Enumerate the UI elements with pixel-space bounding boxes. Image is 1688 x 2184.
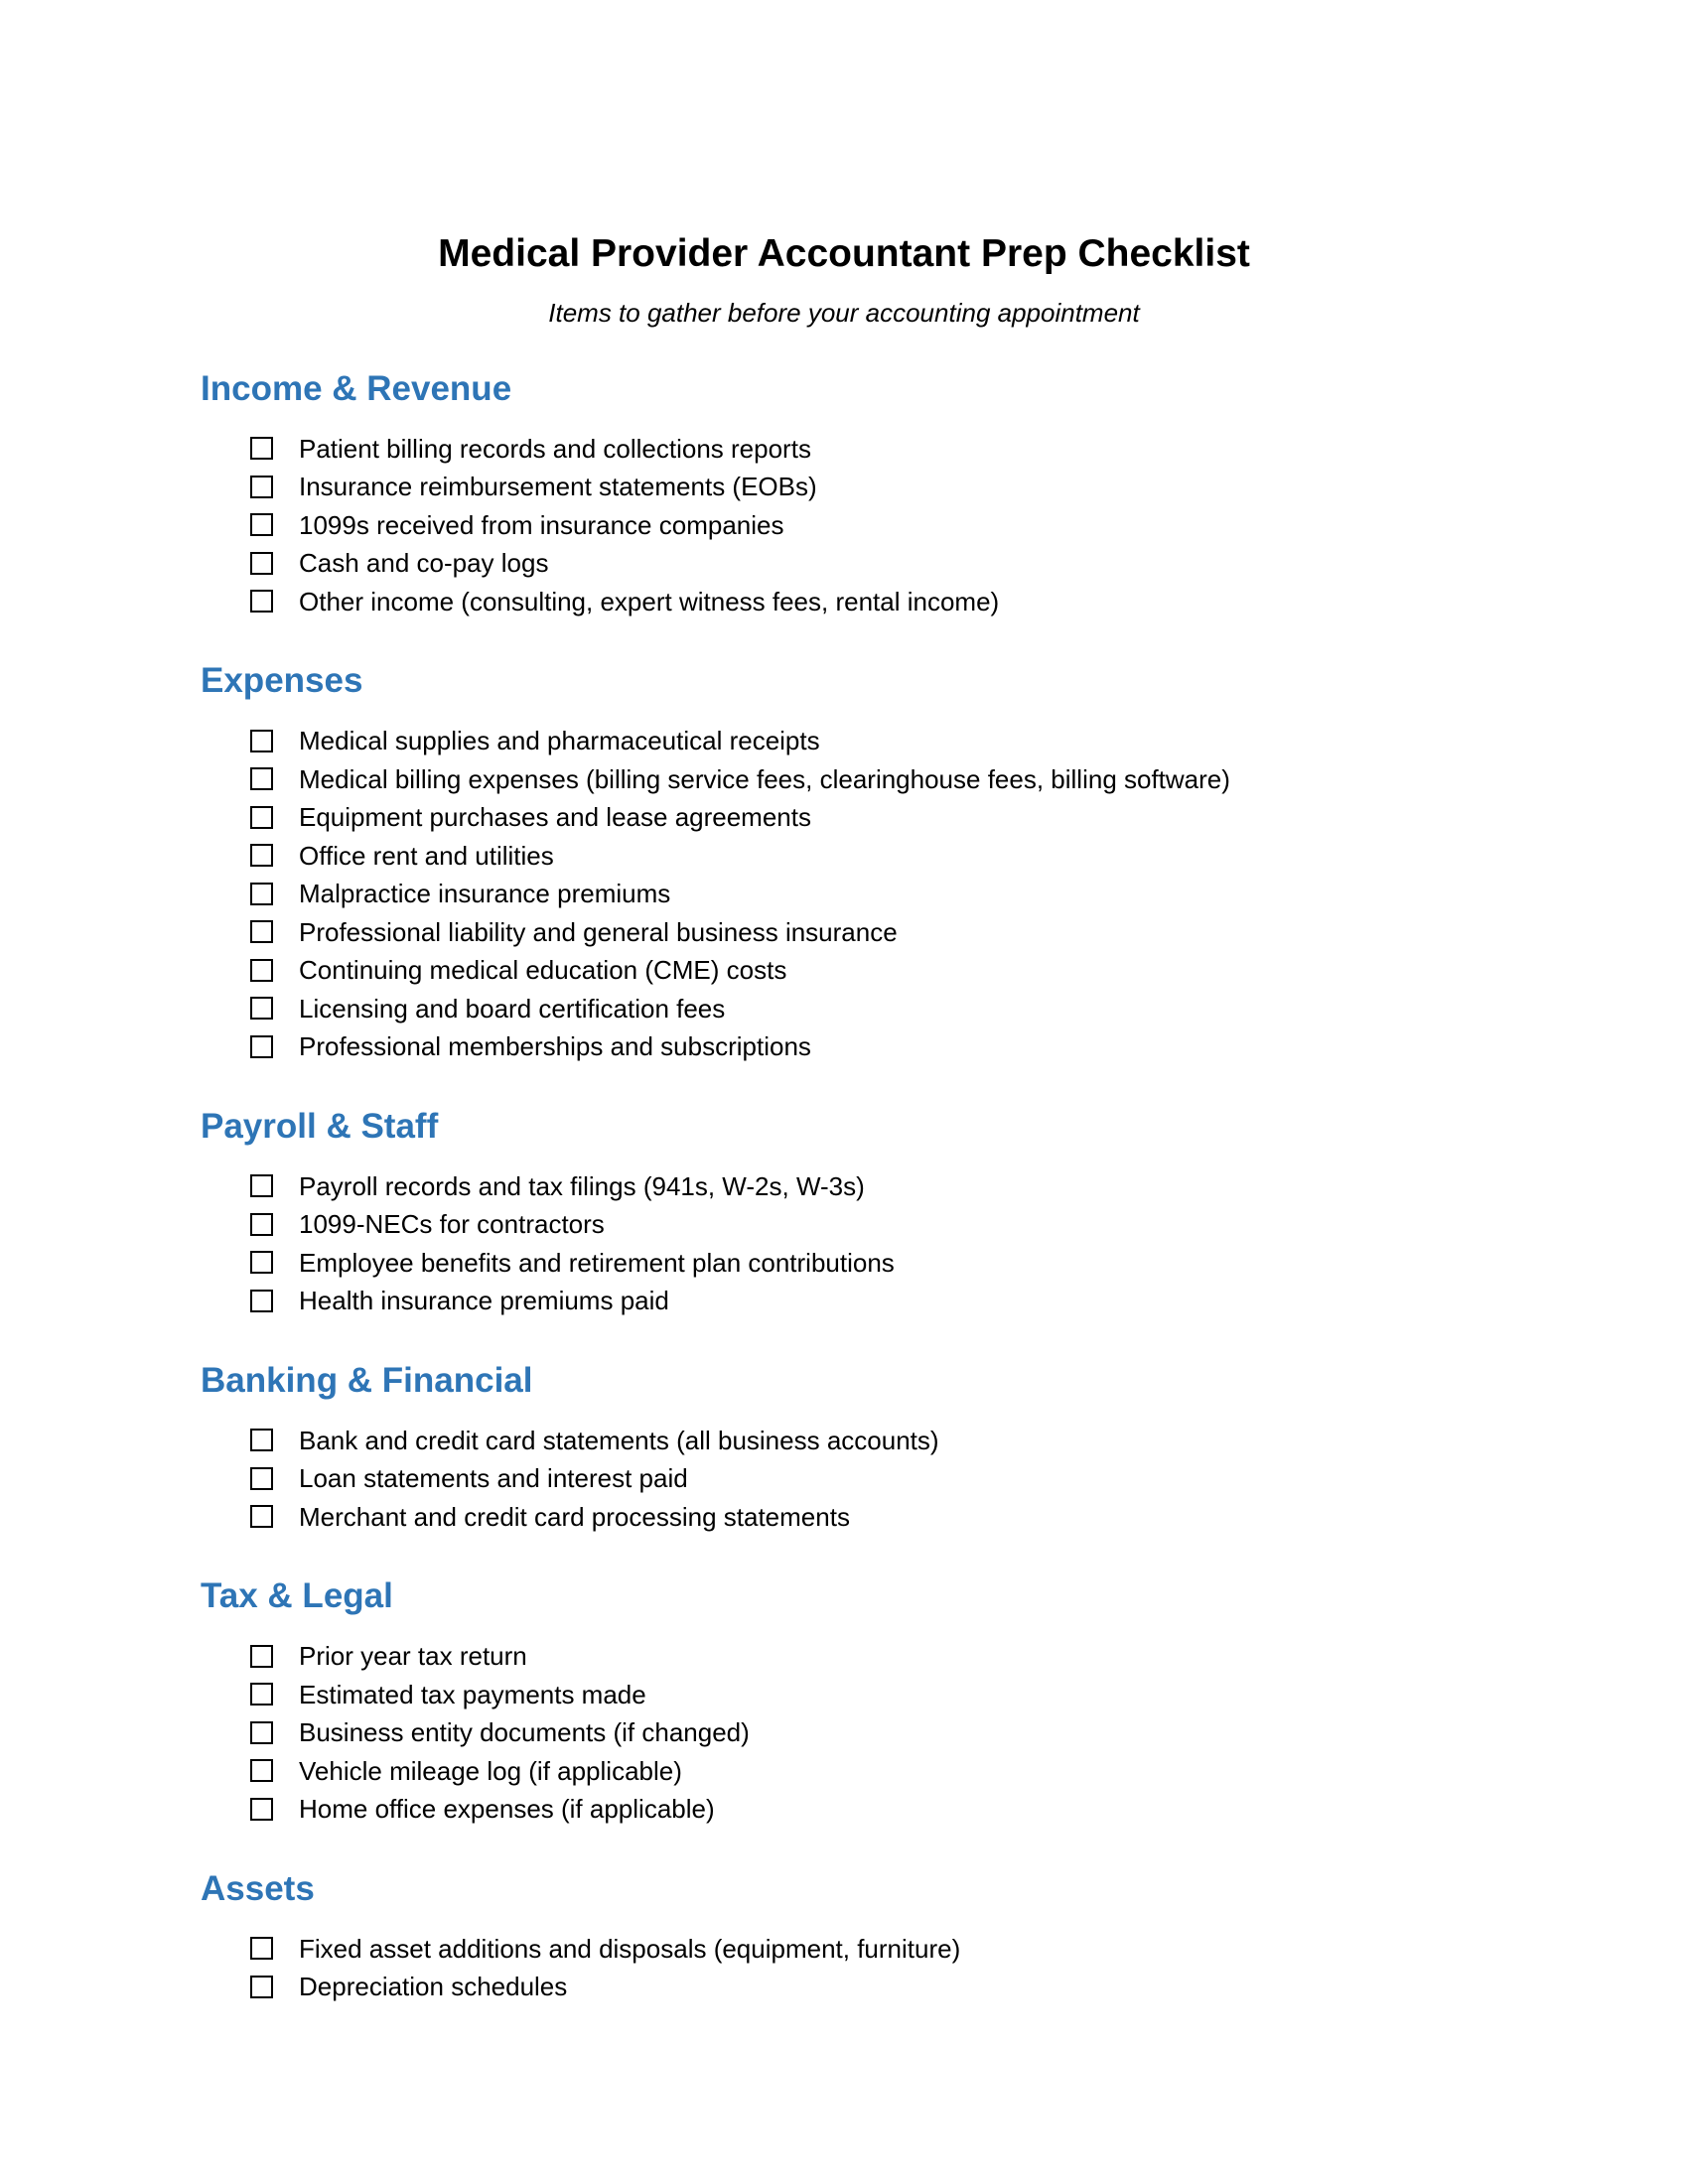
- empty-square-checkbox-icon: [250, 590, 273, 613]
- empty-square-checkbox-icon: [250, 513, 273, 536]
- checklist-section: [201, 660, 1688, 1066]
- checklist-item: [250, 1459, 1688, 1498]
- section-heading: Expenses: [201, 661, 363, 701]
- empty-square-checkbox-icon: [250, 437, 273, 460]
- checklist-section: [201, 1575, 1688, 1829]
- checklist-item-label: 1099-NECs for contractors: [299, 1209, 605, 1240]
- checklist-item: [250, 1968, 1688, 2006]
- checklist-item-label: Fixed asset additions and disposals (equipment, furniture): [299, 1933, 961, 1964]
- checklist-item: [250, 1790, 1688, 1829]
- empty-square-checkbox-icon: [250, 1721, 273, 1744]
- checklist-item-label: Vehicle mileage log (if applicable): [299, 1755, 682, 1786]
- checklist-item: [250, 544, 1688, 583]
- checklist-section: [201, 1360, 1688, 1537]
- empty-square-checkbox-icon: [250, 806, 273, 829]
- checklist-item-label: Other income (consulting, expert witness fees, rental income): [299, 586, 1000, 616]
- empty-square-checkbox-icon: [250, 959, 273, 982]
- checklist-items: [201, 1637, 1688, 1829]
- empty-square-checkbox-icon: [250, 730, 273, 752]
- checklist-item: [250, 1752, 1688, 1791]
- checklist-item: [250, 837, 1688, 876]
- checklist-item-label: Patient billing records and collections reports: [299, 433, 811, 464]
- checklist-items: [201, 1167, 1688, 1320]
- checklist-item: [250, 583, 1688, 621]
- checklist-section: [201, 1106, 1688, 1320]
- checklist-item-label: Insurance reimbursement statements (EOBs): [299, 472, 817, 502]
- section-heading: Payroll & Staff: [201, 1106, 439, 1146]
- empty-square-checkbox-icon: [250, 1645, 273, 1668]
- page-subtitle: Items to gather before your accounting appointment: [548, 297, 1140, 328]
- empty-square-checkbox-icon: [250, 767, 273, 790]
- checklist-items: [201, 1422, 1688, 1537]
- empty-square-checkbox-icon: [250, 1505, 273, 1528]
- section-heading: Banking & Financial: [201, 1360, 533, 1400]
- checklist-item-label: Continuing medical education (CME) costs: [299, 955, 787, 986]
- checklist-item-label: Office rent and utilities: [299, 840, 554, 871]
- empty-square-checkbox-icon: [250, 1683, 273, 1706]
- checklist-item-label: Professional liability and general business insurance: [299, 916, 898, 947]
- checklist-item-label: Merchant and credit card processing statements: [299, 1501, 850, 1532]
- checklist-item-label: Employee benefits and retirement plan contributions: [299, 1247, 895, 1278]
- checklist-item-label: Payroll records and tax filings (941s, W-2s, W-3s): [299, 1170, 865, 1201]
- empty-square-checkbox-icon: [250, 1213, 273, 1236]
- checklist-item: [250, 1422, 1688, 1460]
- checklist-item: [250, 1713, 1688, 1752]
- checklist-item: [250, 1637, 1688, 1676]
- section-heading: Income & Revenue: [201, 368, 512, 408]
- empty-square-checkbox-icon: [250, 844, 273, 867]
- checklist-item: [250, 951, 1688, 990]
- section-heading: Assets: [201, 1868, 315, 1908]
- empty-square-checkbox-icon: [250, 1174, 273, 1197]
- checklist-item-label: Health insurance premiums paid: [299, 1286, 669, 1316]
- checklist-item: [250, 990, 1688, 1028]
- checklist-item: [250, 1167, 1688, 1206]
- empty-square-checkbox-icon: [250, 1798, 273, 1821]
- checklist-item-label: Licensing and board certification fees: [299, 993, 726, 1024]
- checklist-item: [250, 760, 1688, 799]
- empty-square-checkbox-icon: [250, 1976, 273, 1998]
- empty-square-checkbox-icon: [250, 1429, 273, 1451]
- checklist-item: [250, 1498, 1688, 1537]
- checklist-item: [250, 506, 1688, 545]
- checklist-item-label: Depreciation schedules: [299, 1972, 568, 2002]
- empty-square-checkbox-icon: [250, 1467, 273, 1490]
- checklist-item: [250, 722, 1688, 760]
- empty-square-checkbox-icon: [250, 476, 273, 498]
- empty-square-checkbox-icon: [250, 552, 273, 575]
- checklist-items: [201, 1930, 1688, 2006]
- empty-square-checkbox-icon: [250, 1937, 273, 1960]
- checklist-items: [201, 430, 1688, 621]
- checklist-items: [201, 722, 1688, 1066]
- checklist-item: [250, 430, 1688, 469]
- checklist-item-label: Bank and credit card statements (all business accounts): [299, 1425, 939, 1455]
- checklist-item-label: Medical supplies and pharmaceutical receipts: [299, 726, 820, 756]
- empty-square-checkbox-icon: [250, 1035, 273, 1058]
- checklist-section: [201, 368, 1688, 621]
- checklist-item-label: Professional memberships and subscriptions: [299, 1031, 811, 1062]
- section-heading: Tax & Legal: [201, 1576, 393, 1616]
- checklist-item-label: Prior year tax return: [299, 1641, 527, 1672]
- checklist-item-label: Loan statements and interest paid: [299, 1463, 688, 1494]
- checklist-item: [250, 1282, 1688, 1320]
- checklist-item-label: 1099s received from insurance companies: [299, 509, 784, 540]
- sections-container: [201, 368, 1688, 2006]
- checklist-item-label: Malpractice insurance premiums: [299, 879, 671, 909]
- empty-square-checkbox-icon: [250, 997, 273, 1020]
- checklist-item: [250, 875, 1688, 913]
- checklist-item-label: Home office expenses (if applicable): [299, 1794, 715, 1825]
- checklist-item-label: Cash and co-pay logs: [299, 548, 549, 579]
- empty-square-checkbox-icon: [250, 1251, 273, 1274]
- checklist-item: [250, 1244, 1688, 1283]
- checklist-item: [250, 913, 1688, 952]
- checklist-item-label: Business entity documents (if changed): [299, 1717, 750, 1748]
- empty-square-checkbox-icon: [250, 1759, 273, 1782]
- checklist-item: [250, 1205, 1688, 1244]
- empty-square-checkbox-icon: [250, 883, 273, 905]
- checklist-item: [250, 798, 1688, 837]
- checklist-item: [250, 1676, 1688, 1714]
- empty-square-checkbox-icon: [250, 1290, 273, 1312]
- checklist-item-label: Equipment purchases and lease agreements: [299, 802, 811, 833]
- page-title: Medical Provider Accountant Prep Checklist: [438, 232, 1250, 275]
- checklist-item-label: Estimated tax payments made: [299, 1679, 646, 1709]
- checklist-item-label: Medical billing expenses (billing service fees, clearinghouse fees, billing software): [299, 763, 1230, 794]
- checklist-section: [201, 1868, 1688, 2006]
- checklist-item: [250, 468, 1688, 506]
- empty-square-checkbox-icon: [250, 920, 273, 943]
- checklist-item: [250, 1027, 1688, 1066]
- checklist-item: [250, 1930, 1688, 1969]
